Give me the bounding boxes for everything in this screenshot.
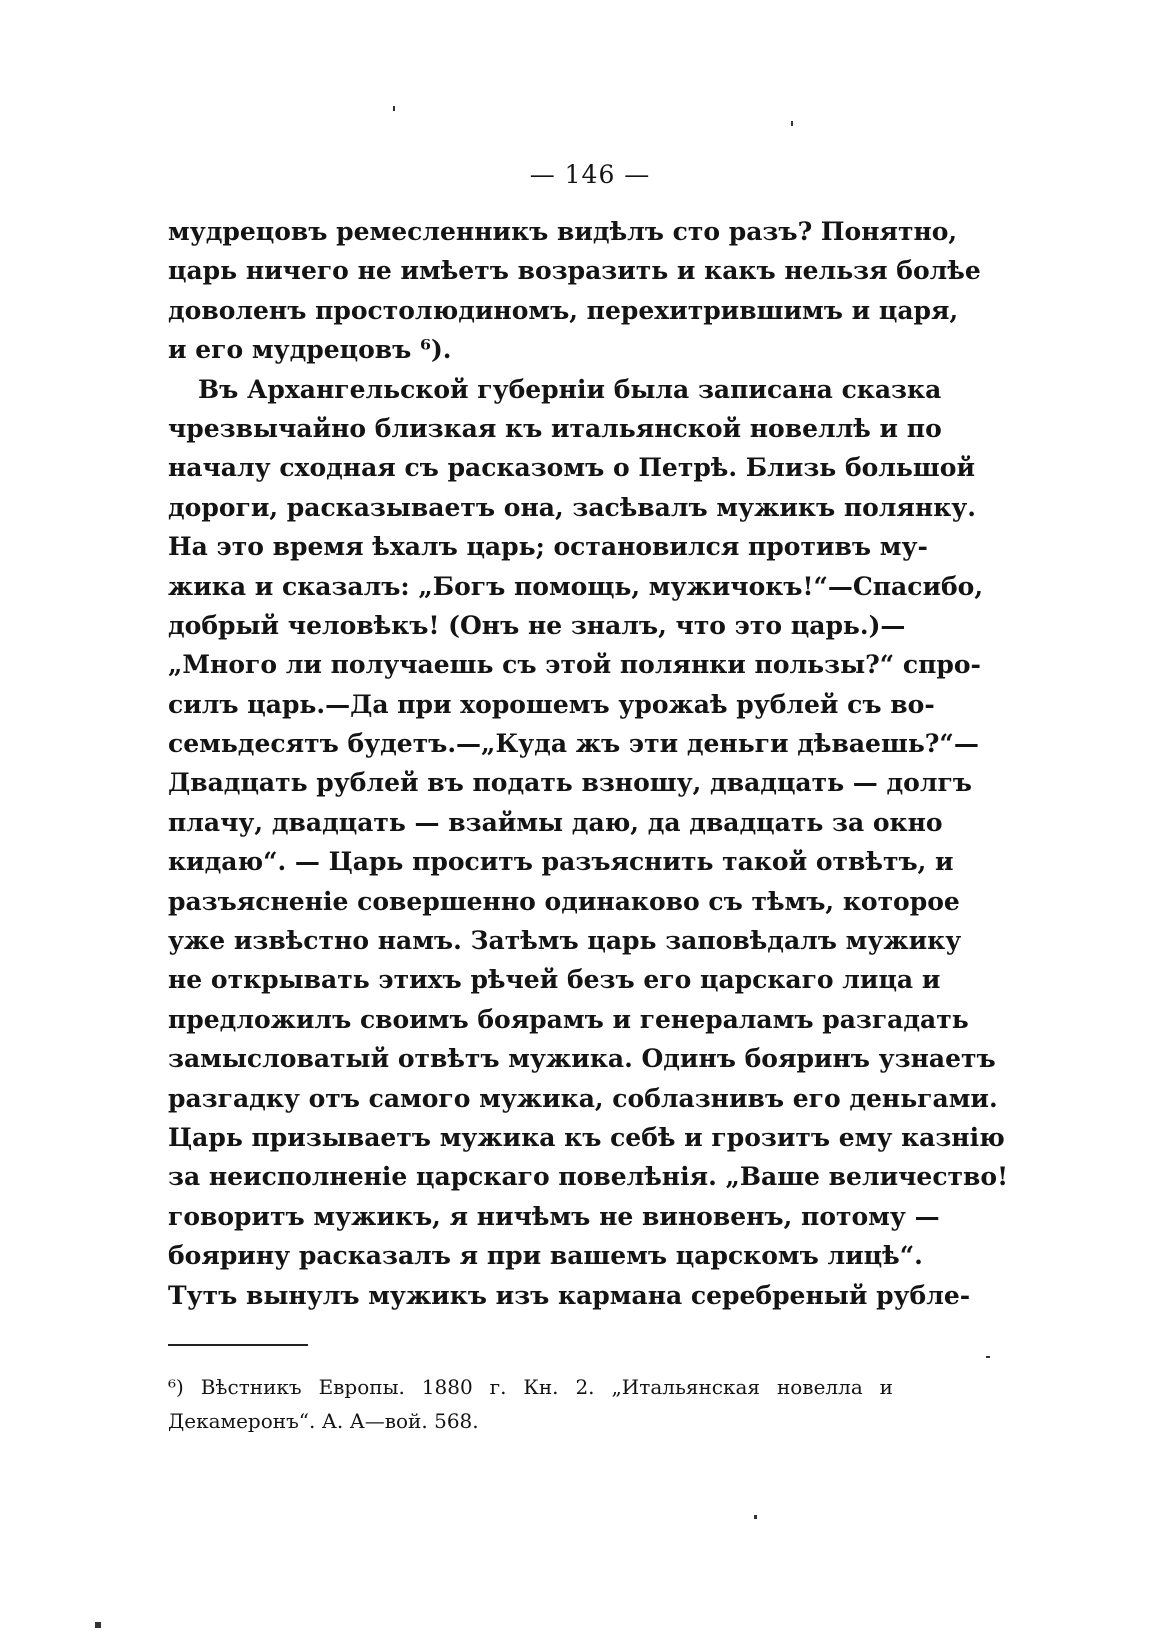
text-line: На это время ѣхалъ царь; остановился противъ му- [168, 532, 928, 562]
body-text [168, 212, 1009, 1315]
footnote [168, 1370, 893, 1438]
text-line: боярину расказалъ я при вашемъ царскомъ лицѣ“. [168, 1241, 923, 1271]
scan-speck [986, 1356, 990, 1358]
text-line: добрый человѣкъ! (Онъ не зналъ, что это царь.)— [168, 610, 906, 640]
text-line: мудрецовъ ремесленникъ видѣлъ сто разъ? Понятно, [168, 217, 958, 246]
scan-speck [791, 121, 793, 126]
footnote-line: Декамеронъ“. А. А—вой. 568. [168, 1409, 479, 1433]
text-line: разъясненіе совершенно одинаково съ тѣмъ, которое [168, 886, 960, 916]
text-line: силъ царь.—Да при хорошемъ урожаѣ рублей съ во- [168, 689, 935, 719]
footnote-divider [168, 1344, 308, 1346]
scan-speck [393, 106, 395, 111]
text-line: Царь призываетъ мужика къ себѣ и грозитъ ему казнію [168, 1122, 1005, 1152]
text-line: плачу, двадцать — взаймы даю, да двадцать за окно [168, 807, 943, 837]
text-line: дороги, расказываетъ она, засѣвалъ мужикъ полянку. [168, 492, 976, 522]
text-line: доволенъ простолюдиномъ, перехитрившимъ и царя, [168, 295, 959, 325]
text-line: Въ Архангельской губерніи была записана сказка [198, 374, 942, 404]
scan-speck [95, 1622, 101, 1628]
text-line: чрезвычайно близкая къ итальянской новеллѣ и по [168, 413, 942, 443]
text-line: за неисполненіе царскаго повелѣнія. „Ваше величество! [168, 1162, 1009, 1192]
text-line: царь ничего не имѣетъ возразить и какъ нельзя болѣе [168, 256, 981, 286]
page-number: — 146 — [529, 160, 651, 189]
text-line: уже извѣстно намъ. Затѣмъ царь заповѣдалъ мужику [168, 926, 962, 956]
text-line: жика и сказалъ: „Богъ помощь, мужичокъ!“—Спасибо, [168, 571, 984, 601]
text-line: и его мудрецовъ ⁶). [168, 335, 452, 365]
text-line: „Много ли получаешь съ этой полянки пользы?“ спро- [168, 650, 981, 680]
footnote-line: ⁶) Вѣстникъ Европы. 1880 г. Кн. 2. „Итальянская новелла и [168, 1375, 893, 1399]
text-line: не открывать этихъ рѣчей безъ его царскаго лица и [168, 965, 941, 995]
scan-speck [754, 1515, 757, 1519]
text-line: кидаю“. — Царь проситъ разъяснить такой отвѣтъ, и [168, 847, 954, 877]
text-line: предложилъ своимъ боярамъ и генераламъ разгадать [168, 1004, 969, 1034]
text-line: семьдесятъ будетъ.—„Куда жъ эти деньги дѣваешь?“— [168, 729, 979, 759]
text-line: Тутъ вынулъ мужикъ изъ кармана серебреный рубле- [168, 1280, 971, 1310]
text-line: началу сходная съ расказомъ о Петрѣ. Близь большой [168, 453, 975, 483]
text-line: разгадку отъ самого мужика, соблазнивъ его деньгами. [168, 1083, 998, 1113]
text-line: замысловатый отвѣтъ мужика. Одинъ бояринъ узнаетъ [168, 1044, 996, 1074]
text-line: Двадцать рублей въ подать взношу, двадцать — долгъ [168, 768, 972, 798]
text-line: говоритъ мужикъ, я ничѣмъ не виновенъ, потому — [168, 1201, 940, 1231]
